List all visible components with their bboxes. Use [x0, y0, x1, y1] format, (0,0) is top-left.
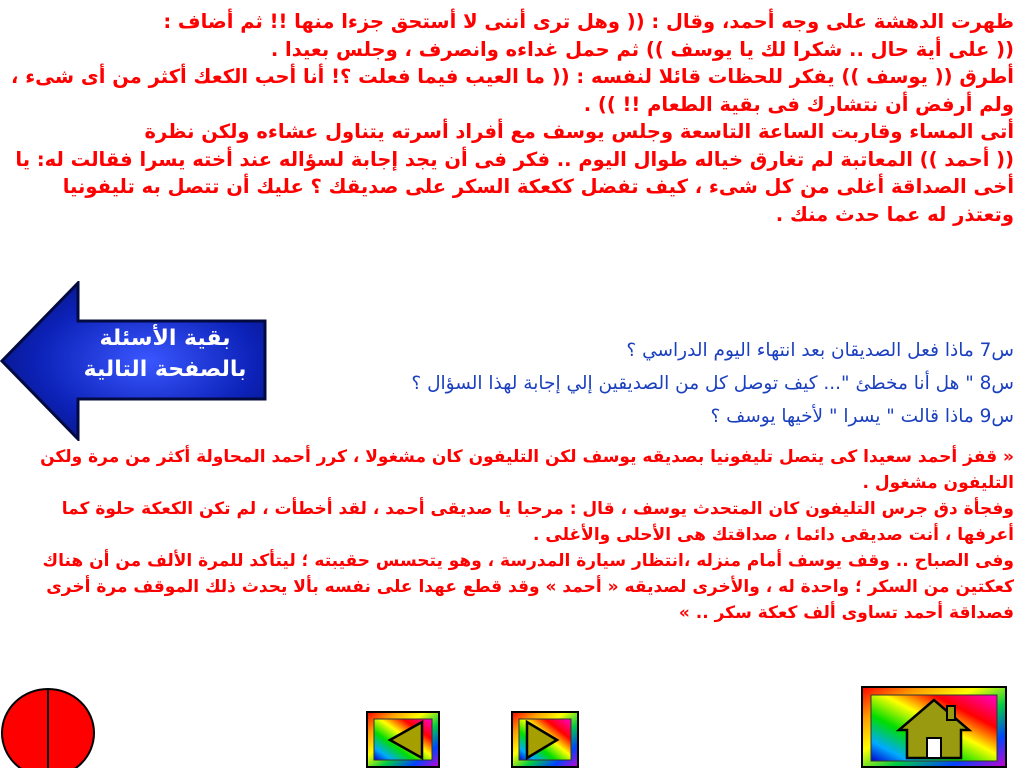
story-text-bottom [10, 444, 1014, 626]
story-paragraph: (( أحمد )) المعاتبة لم تغارق خياله طوال اليوم .. فكر فى أن يجد إجابة لسؤاله عند أخته يسرا فقالت له: يا أخى الصداقة أغلى من كل شىء ، كيف تفضل ككعكة السكر على صديقك ؟ عليك أن تتصل به تليفونيا وتعتذر له عما حدث منك . [15, 147, 1014, 226]
question-item: س8 " هل أنا مخطئ "... كيف توصل كل من الصديقين إلي إجابة لهذا السؤال ؟ [411, 373, 1014, 394]
question-item: س9 ماذا قالت " يسرا " لأخيها يوسف ؟ [710, 406, 1014, 427]
home-button[interactable] [861, 686, 1007, 768]
more-questions-label: بقية الأسئلة بالصفحة التالية [83, 326, 247, 382]
story-paragraph: وفى الصباح .. وقف يوسف أمام منزله ،انتظار سيارة المدرسة ، وهو يتحسس حقيبته ؛ ليتأكد للمرة الألف من أن هناك كعكتين من السكر ؛ واحدة له ، والأخرى لصديقه « أحمد » وقد قطع عهدا على نفسه بألا يحدث ذلك الموقف مرة أخرى فصداقة أحمد تساوى ألف كعكة سكر .. » [42, 551, 1014, 623]
story-paragraph: أطرق (( يوسف )) يفكر للحظات قائلا لنفسه : (( ما العيب فيما فعلت ؟! أنا أحب الكعك أكثر من أى شىء ، ولم أرفض أن نتشارك فى بقية الطعام !! )) . [11, 65, 1014, 116]
triangle-right-icon [511, 711, 579, 768]
red-circle-exit-icon [0, 683, 96, 768]
story-paragraph: ظهرت الدهشة على وجه أحمد، وقال : (( وهل ترى أننى لا أستحق جزءا منها !! ثم أضاف : [163, 10, 1014, 33]
story-paragraph: « قفز أحمد سعيدا كى يتصل تليفونيا بصديقه يوسف لكن التليفون كان مشغولا ، كرر أحمد المحاولة أكثر من مرة ولكن التليفون مشغول . [40, 447, 1014, 493]
story-paragraph: وفجأة دق جرس التليفون كان المتحدث يوسف ، قال : مرحبا يا صديقى أحمد ، لقد أخطأت ، لم تكن الكعكة حلوة كما أعرفها ، أنت صديقى دائما ، صداقتك هى الأحلى والأغلى . [61, 499, 1014, 545]
triangle-left-icon [366, 711, 440, 768]
story-paragraph: (( على أية حال .. شكرا لك يا يوسف )) ثم حمل غداءه وانصرف ، وجلس بعيدا . [270, 37, 1014, 61]
exit-button[interactable] [0, 683, 96, 768]
story-text-top [10, 8, 1014, 228]
house-icon [861, 686, 1007, 768]
previous-button[interactable] [366, 711, 440, 768]
story-paragraph: أتى المساء وقاربت الساعة التاسعة وجلس يوسف مع أفراد أسرته يتناول عشاءه ولكن نظرة [144, 120, 1014, 143]
questions-list [300, 334, 1014, 433]
next-button[interactable] [511, 711, 579, 768]
more-questions-arrow-button[interactable] [0, 281, 268, 441]
question-item: س7 ماذا فعل الصديقان بعد انتهاء اليوم الدراسي ؟ [626, 340, 1014, 361]
